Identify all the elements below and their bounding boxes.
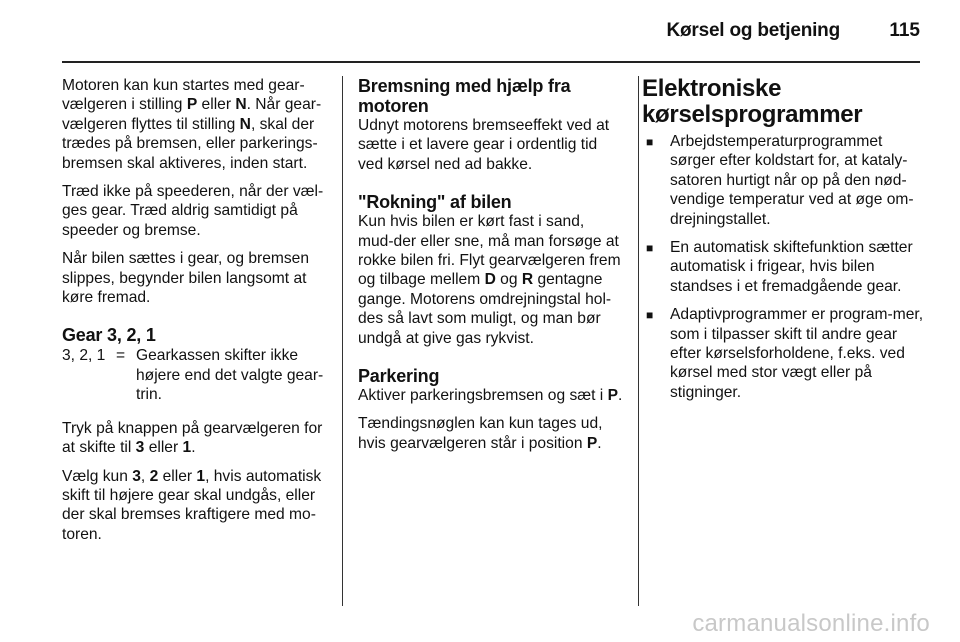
- start-paragraph: Motoren kan kun startes med gear-vælgeren i stilling P eller N. Når gear-vælgeren flyttes til stilling N, skal der trædes på bremsen, eller parkerings-bremsen skal aktiveres, inden start.: [62, 77, 322, 172]
- gear-term: 3, 2, 1: [62, 347, 106, 365]
- square-bullet-icon: ■: [646, 135, 654, 149]
- square-bullet-icon: ■: [646, 241, 654, 256]
- speeder-paragraph: Træd ikke på speederen, når der væl-ges gear. Træd aldrig samtidigt på speeder og bremse.: [62, 183, 324, 239]
- programs-list: [642, 132, 924, 402]
- engine-brake-heading: Bremsning med hjælp fra motoren: [358, 76, 571, 116]
- page-header: [62, 14, 920, 60]
- header-divider: [62, 61, 920, 63]
- gear-choice-paragraph: Vælg kun 3, 2 eller 1, hvis automatisk skift til højere gear skal undgås, eller der skal bremses kraftigere med mo-toren.: [62, 467, 322, 543]
- column-2: [358, 76, 624, 462]
- parking-heading: Parkering: [358, 366, 440, 387]
- rocking-paragraph: Kun hvis bilen er kørt fast i sand, mud-der eller sne, må man forsøge at rokke bilen fri. Flyt gearvælgeren frem og tilbage mellem D og R gentagne gange. Motorens omdrejningstal hol-des så lavt som muligt, og man bør undgå at give gas rykvist.: [358, 213, 621, 347]
- column-1: [62, 76, 328, 553]
- page-number: 115: [889, 20, 920, 41]
- parking-paragraph-1: Aktiver parkeringsbremsen og sæt i P.: [358, 387, 623, 405]
- list-item: ■ Arbejdstemperaturprogrammet sørger efter koldstart for, at kataly-satoren hurtigt når op på den nød-vendige temperatur ved at øge om-drejningstallet.: [646, 133, 914, 228]
- engine-brake-paragraph: Udnyt motorens bremseeffekt ved at sætte i et lavere gear i ordentlig tid ved kørsel ned ad bakke.: [358, 117, 610, 173]
- list-item: ■ En automatisk skiftefunktion sætter automatisk i frigear, hvis bilen standses i et fremadgående gear.: [646, 239, 913, 295]
- watermark-text: carmanualsonline.info: [692, 610, 930, 637]
- creep-paragraph: Når bilen sættes i gear, og bremsen slippes, begynder bilen langsomt at køre fremad.: [62, 250, 310, 307]
- gear-description: Gearkassen skifter ikke højere end det valgte gear-trin.: [136, 347, 324, 404]
- parking-paragraph-2: Tændingsnøglen kan kun tages ud, hvis gearvælgeren står i position P.: [358, 415, 603, 452]
- section-title: Kørsel og betjening: [666, 20, 840, 41]
- gear-button-paragraph: Tryk på knappen på gearvælgeren for at skifte til 3 eller 1.: [62, 419, 323, 457]
- gear-equals: =: [116, 347, 126, 365]
- column-divider-2: [638, 76, 639, 606]
- rocking-heading: "Rokning" af bilen: [358, 192, 512, 213]
- gear-definition: [62, 346, 328, 404]
- column-divider-1: [342, 76, 343, 606]
- list-item: ■ Adaptivprogrammer er program-mer, som i tilpasser skift til andre gear efter kørselsforholdene, f.eks. ved kørsel med stor vægt eller på stigninger.: [646, 306, 924, 401]
- programs-heading: Elektroniske kørselsprogrammer: [642, 75, 863, 128]
- square-bullet-icon: ■: [646, 308, 654, 323]
- column-3: [642, 76, 924, 411]
- gear-heading: Gear 3, 2, 1: [62, 325, 156, 346]
